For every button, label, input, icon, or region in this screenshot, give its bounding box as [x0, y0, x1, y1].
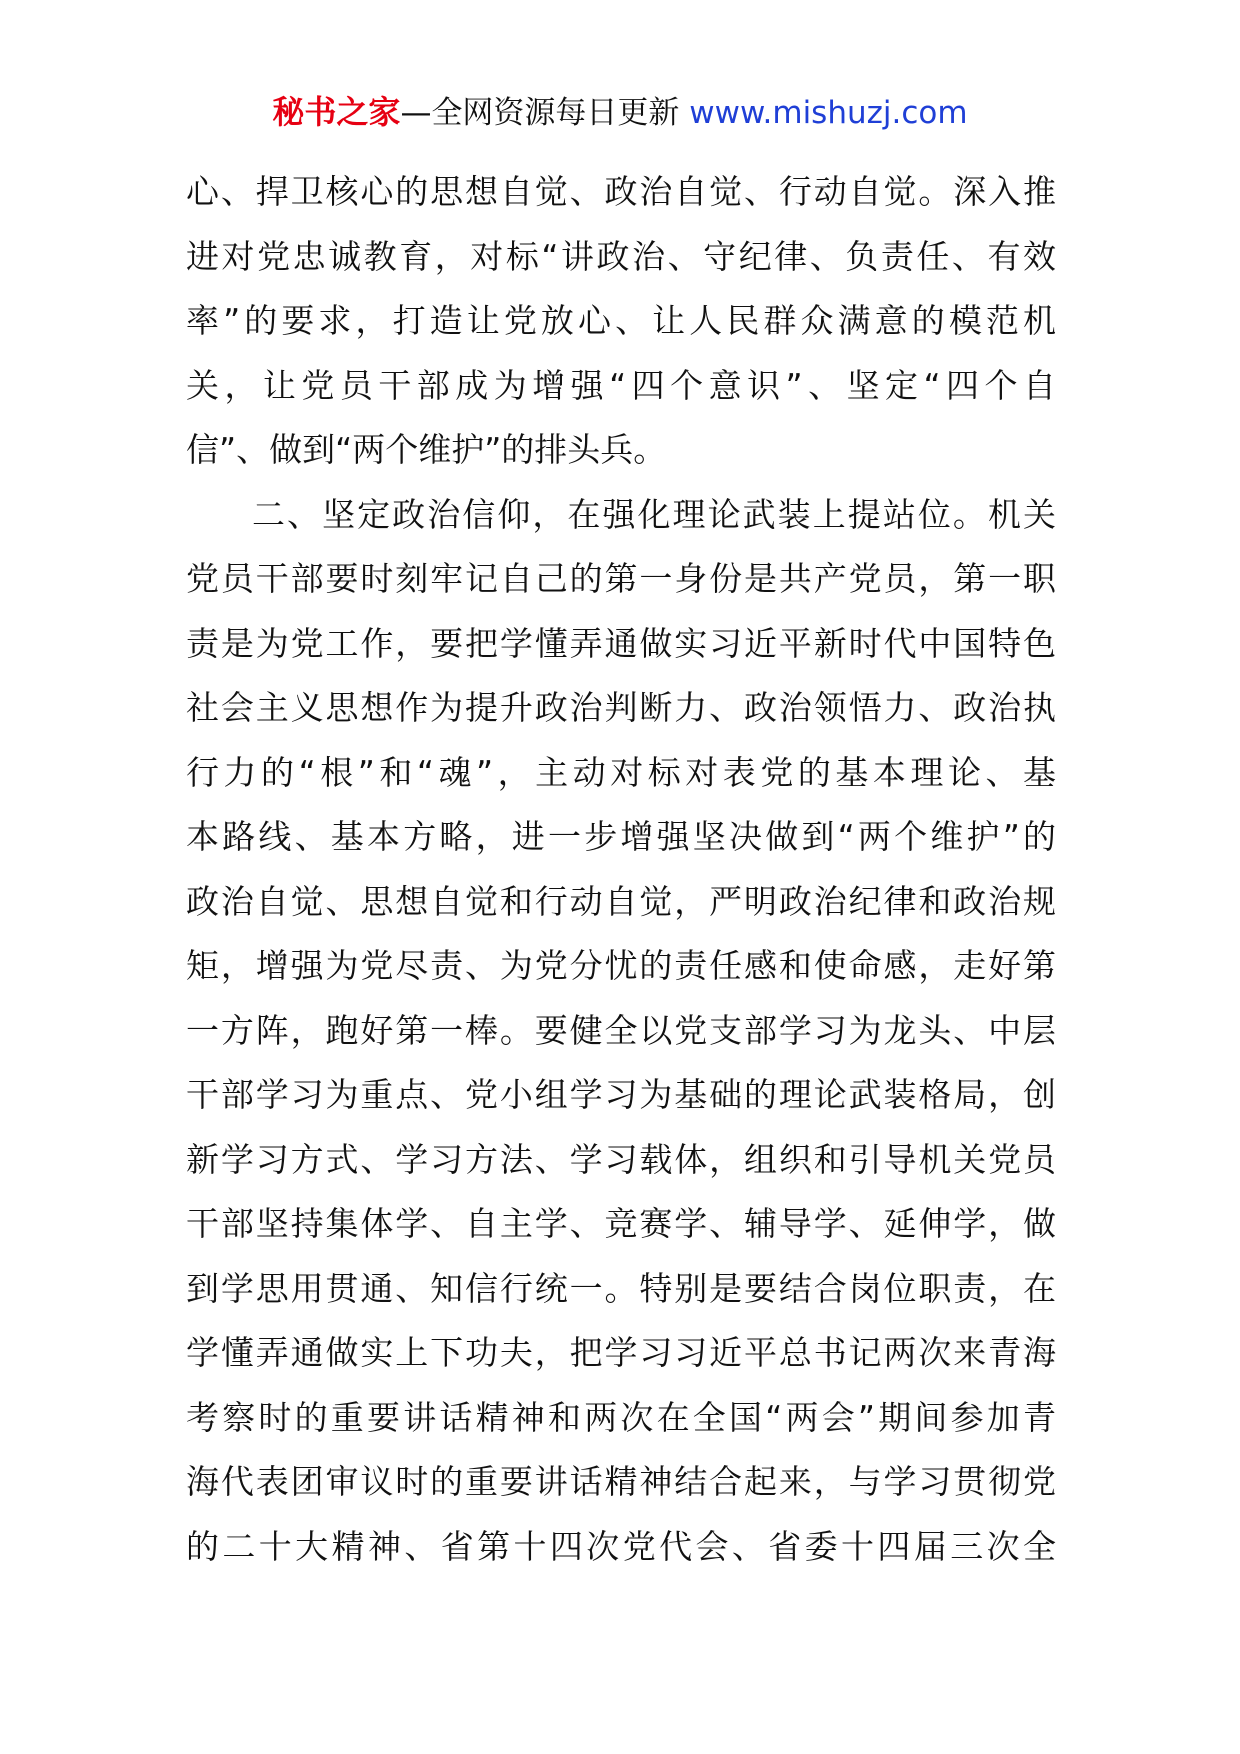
text-line: 关，让党员干部成为增强“四个意识”、坚定“四个自	[186, 365, 1056, 405]
text-line: 责是为党工作，要把学懂弄通做实习近平新时代中国特色	[186, 623, 1056, 663]
text-line: 行力的“根”和“魂”，主动对标对表党的基本理论、基	[186, 752, 1056, 792]
text-line: 海代表团审议时的重要讲话精神结合起来，与学习贯彻党	[186, 1462, 1056, 1501]
text-line: 矩，增强为党尽责、为党分忧的责任感和使命感，走好第	[186, 946, 1056, 985]
site-tagline: —全网资源每日更新	[400, 95, 690, 131]
document-body	[186, 160, 1056, 1579]
text-line: 社会主义思想作为提升政治判断力、政治领悟力、政治执	[186, 688, 1056, 727]
text-line: 进对党忠诚教育，对标“讲政治、守纪律、负责任、有效	[186, 236, 1056, 276]
paragraph-2	[186, 483, 1056, 1580]
text-line: 心、捍卫核心的思想自觉、政治自觉、行动自觉。深入推	[186, 172, 1056, 211]
page-header	[0, 92, 1240, 133]
text-line: 干部学习为重点、党小组学习为基础的理论武装格局，创	[186, 1075, 1056, 1114]
text-line: 二、坚定政治信仰，在强化理论武装上提站位。机关	[252, 494, 1056, 534]
text-line: 本路线、基本方略，进一步增强坚决做到“两个维护”的	[186, 817, 1056, 856]
paragraph-1	[186, 160, 1056, 483]
text-line: 学懂弄通做实上下功夫，把学习习近平总书记两次来青海	[186, 1333, 1056, 1372]
text-line: 政治自觉、思想自觉和行动自觉，严明政治纪律和政治规	[186, 881, 1056, 921]
text-line: 新学习方式、学习方法、学习载体，组织和引导机关党员	[186, 1139, 1056, 1179]
text-line: 干部坚持集体学、自主学、竞赛学、辅导学、延伸学，做	[186, 1204, 1056, 1243]
text-line: 一方阵，跑好第一棒。要健全以党支部学习为龙头、中层	[186, 1010, 1056, 1050]
site-brand: 秘书之家	[272, 93, 401, 131]
text-line: 到学思用贯通、知信行统一。特别是要结合岗位职责，在	[186, 1268, 1056, 1308]
site-url-link[interactable]: www.mishuzj.com	[689, 95, 968, 131]
text-line: 信”、做到“两个维护”的排头兵。	[186, 430, 667, 469]
text-line: 考察时的重要讲话精神和两次在全国“两会”期间参加青	[186, 1397, 1056, 1437]
text-line: 率”的要求，打造让党放心、让人民群众满意的模范机	[186, 301, 1056, 340]
text-line: 的二十大精神、省第十四次党代会、省委十四届三次全	[186, 1526, 1056, 1566]
text-line: 党员干部要时刻牢记自己的第一身份是共产党员，第一职	[186, 559, 1056, 598]
